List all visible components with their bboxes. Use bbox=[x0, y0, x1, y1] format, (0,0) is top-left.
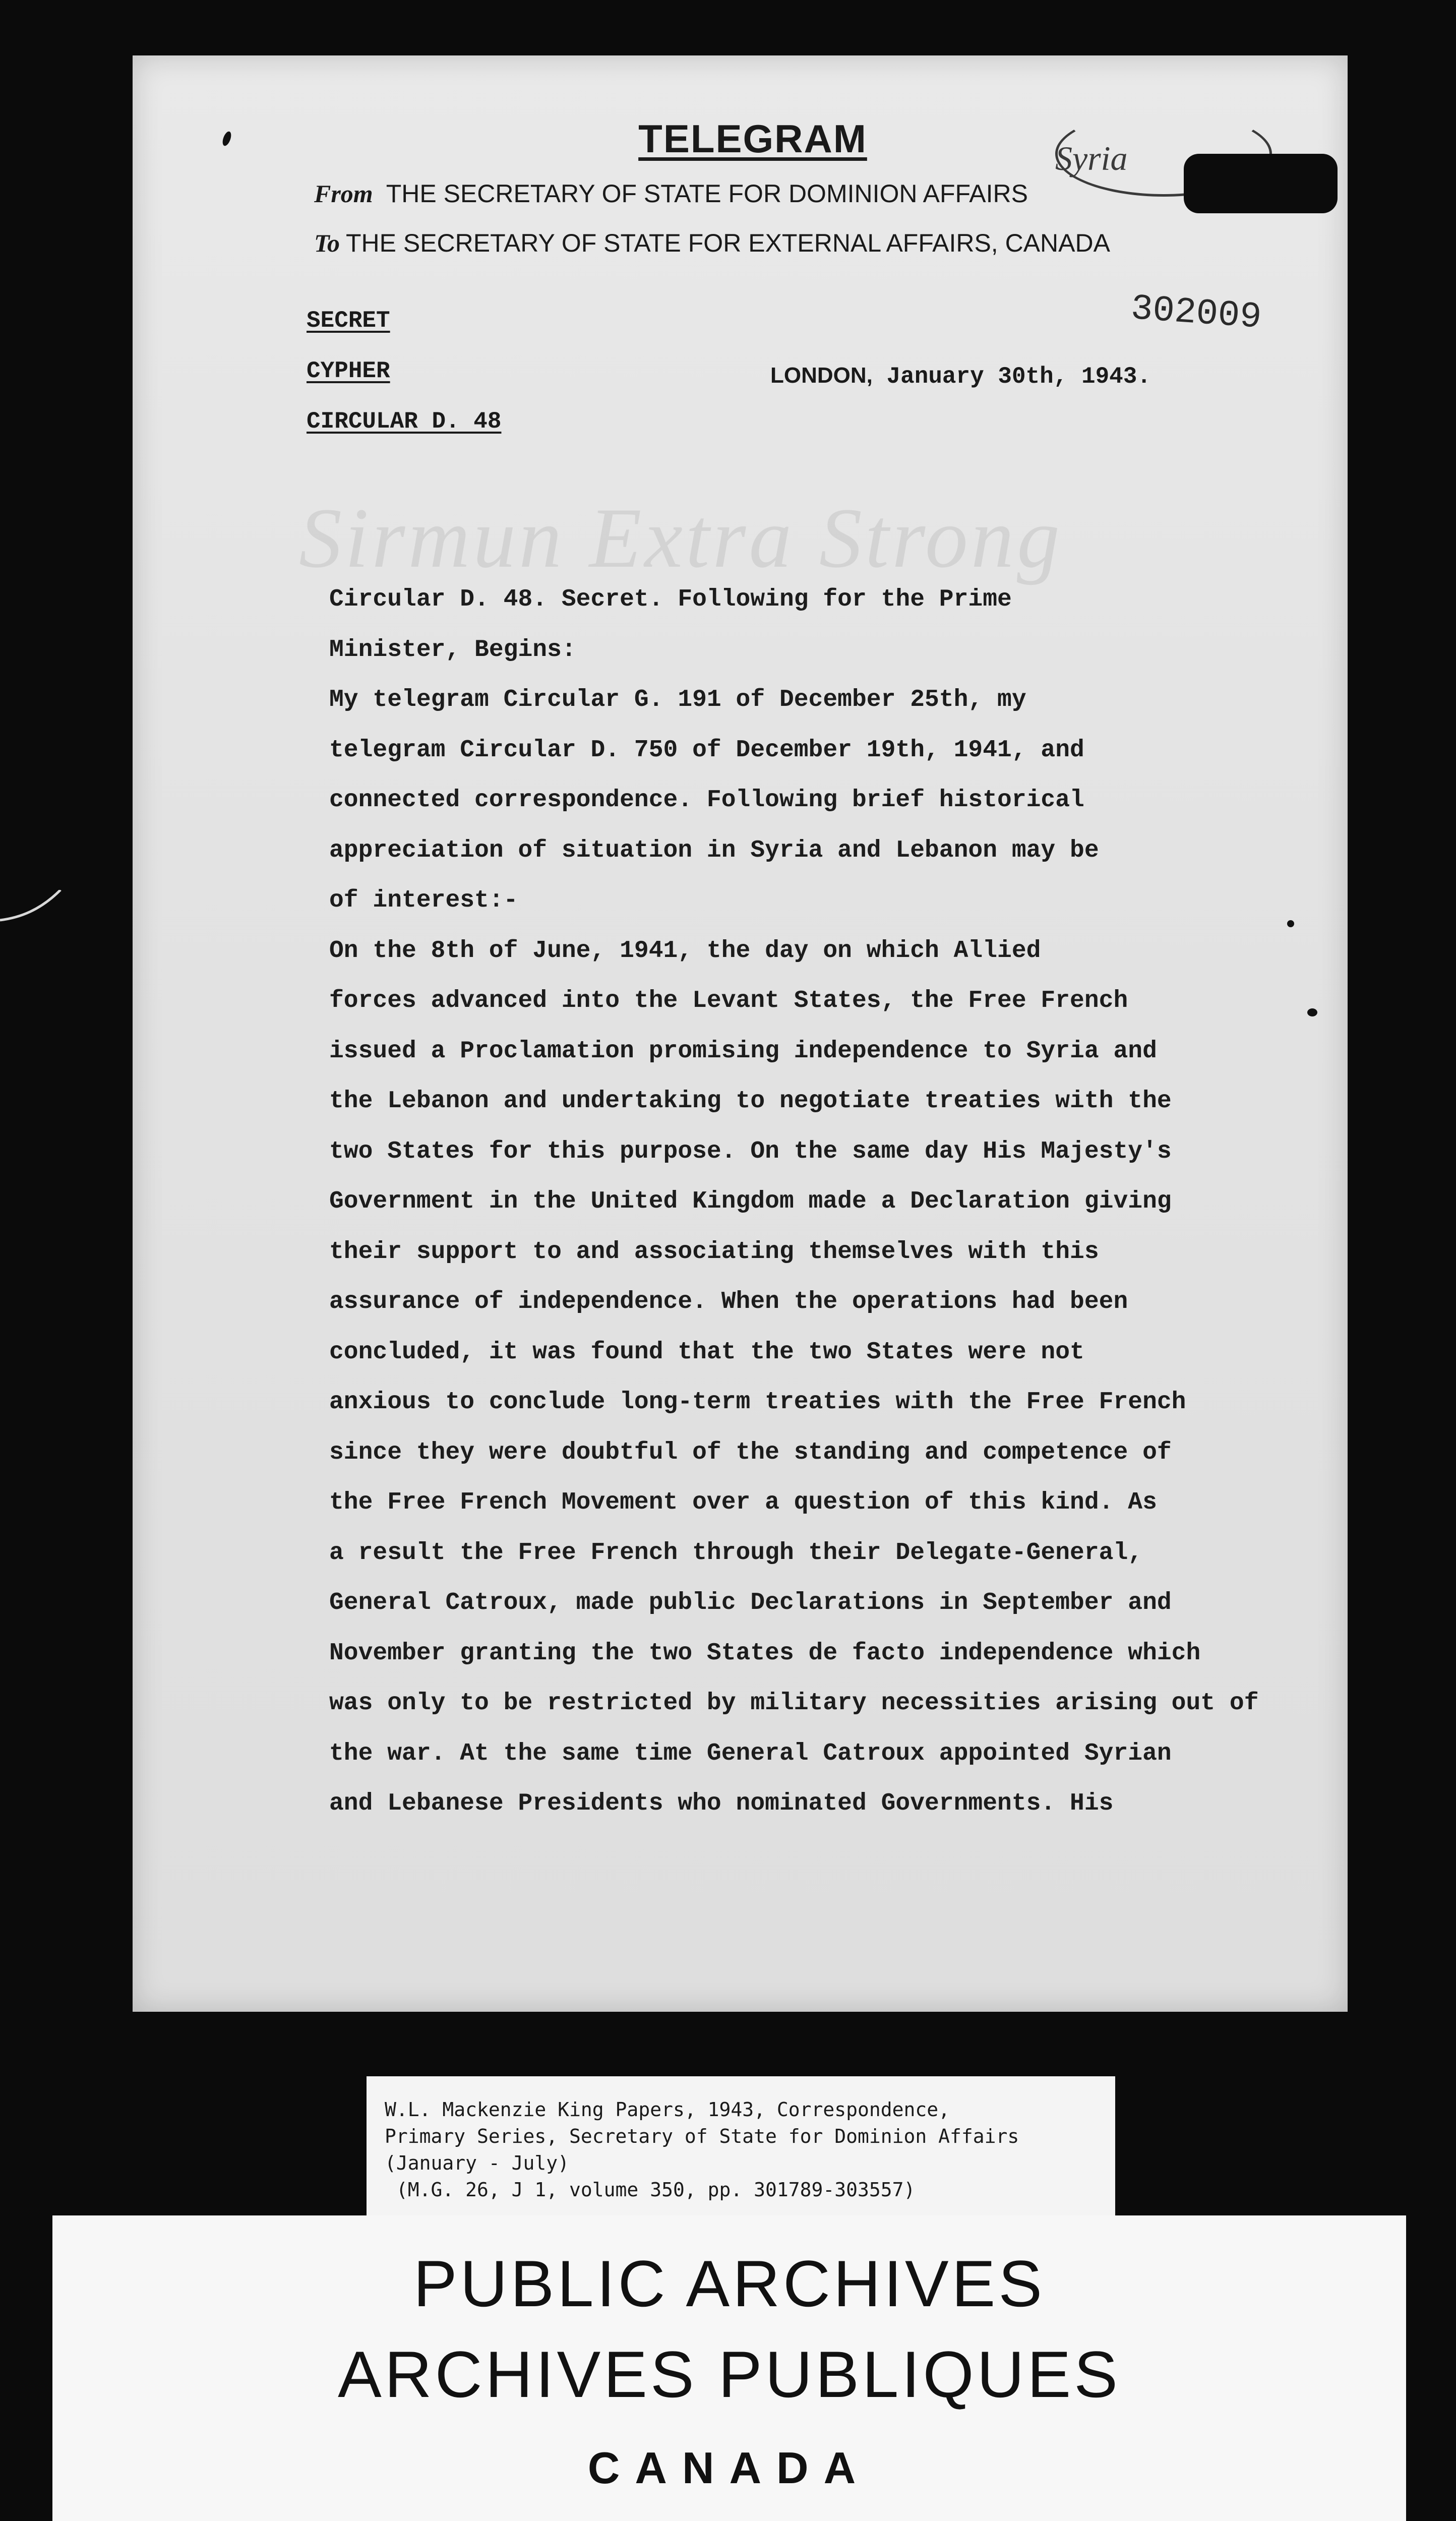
body-line: a result the Free French through their Delegate-General, bbox=[329, 1539, 1143, 1567]
archives-line-country: CANADA bbox=[587, 2443, 871, 2493]
body-line: November granting the two States de facto independence which bbox=[329, 1639, 1201, 1667]
ink-speck bbox=[1287, 920, 1294, 927]
to-line bbox=[314, 228, 1110, 258]
dateline-place: LONDON, bbox=[770, 363, 873, 388]
body-line: issued a Proclamation promising independence to Syria and bbox=[329, 1037, 1157, 1065]
citation-label bbox=[367, 2076, 1115, 2224]
body-line: anxious to conclude long-term treaties with the Free French bbox=[329, 1389, 1186, 1416]
citation-line: W.L. Mackenzie King Papers, 1943, Correspondence, bbox=[385, 2098, 950, 2121]
faint-stamp-watermark: Sirmun Extra Strong bbox=[299, 491, 1063, 585]
dateline bbox=[770, 363, 1151, 390]
body-line: General Catroux, made public Declarations in September and bbox=[329, 1589, 1172, 1616]
from-label: From bbox=[314, 179, 373, 208]
body-line: the Lebanon and undertaking to negotiate treaties with the bbox=[329, 1088, 1172, 1115]
body-line: of interest:- bbox=[329, 887, 518, 914]
handwritten-note: Syria bbox=[1055, 139, 1128, 177]
ink-speck bbox=[221, 131, 232, 147]
tag-circular: CIRCULAR D. 48 bbox=[307, 408, 502, 435]
body-line: and Lebanese Presidents who nominated Governments. His bbox=[329, 1790, 1114, 1817]
body-line: forces advanced into the Levant States, the Free French bbox=[329, 987, 1128, 1014]
body-line: On the 8th of June, 1941, the day on which Allied bbox=[329, 937, 1041, 965]
margin-scratch-mark bbox=[0, 890, 66, 925]
redaction-block bbox=[1184, 154, 1338, 213]
archives-line-english: PUBLIC ARCHIVES bbox=[413, 2247, 1046, 2320]
body-line: Government in the United Kingdom made a Declaration giving bbox=[329, 1188, 1172, 1215]
document-number: 302009 bbox=[1129, 288, 1263, 338]
telegram-body bbox=[329, 575, 1338, 1829]
from-text: THE SECRETARY OF STATE FOR DOMINION AFFAIRS bbox=[386, 179, 1028, 208]
citation-line: (M.G. 26, J 1, volume 350, pp. 301789-303557) bbox=[385, 2179, 916, 2201]
body-line: since they were doubtful of the standing and competence of bbox=[329, 1438, 1172, 1466]
body-line: connected correspondence. Following brief historical bbox=[329, 787, 1084, 814]
body-line: the war. At the same time General Catroux appointed Syrian bbox=[329, 1739, 1172, 1767]
body-line: appreciation of situation in Syria and Lebanon may be bbox=[329, 836, 1099, 864]
body-line: assurance of independence. When the operations had been bbox=[329, 1288, 1128, 1315]
to-text: THE SECRETARY OF STATE FOR EXTERNAL AFFAIRS, CANADA bbox=[345, 229, 1110, 257]
tag-secret: SECRET bbox=[307, 308, 390, 334]
body-line: their support to and associating themselves with this bbox=[329, 1238, 1099, 1266]
citation-line: (January - July) bbox=[385, 2152, 570, 2174]
body-line: telegram Circular D. 750 of December 19th, 1941, and bbox=[329, 736, 1084, 764]
body-line: was only to be restricted by military necessities arising out of bbox=[329, 1690, 1259, 1717]
body-line: the Free French Movement over a question of this kind. As bbox=[329, 1489, 1157, 1516]
body-line: My telegram Circular G. 191 of December 25th, my bbox=[329, 686, 1026, 713]
telegram-page bbox=[133, 55, 1348, 2012]
public-archives-label bbox=[52, 2215, 1406, 2521]
dateline-date: January 30th, 1943. bbox=[886, 364, 1151, 390]
citation-text bbox=[385, 2096, 1111, 2203]
telegram-title: TELEGRAM bbox=[638, 116, 867, 161]
ink-speck bbox=[1307, 1008, 1317, 1016]
from-line bbox=[314, 179, 1028, 208]
body-line: Minister, Begins: bbox=[329, 636, 576, 664]
body-line: Circular D. 48. Secret. Following for the Prime bbox=[329, 586, 1012, 613]
body-line: two States for this purpose. On the same day His Majesty's bbox=[329, 1137, 1172, 1165]
archives-line-french: ARCHIVES PUBLIQUES bbox=[338, 2337, 1121, 2411]
tag-cypher: CYPHER bbox=[307, 358, 390, 384]
citation-line: Primary Series, Secretary of State for Dominion Affairs bbox=[385, 2125, 1019, 2147]
to-label: To bbox=[314, 229, 340, 257]
body-line: concluded, it was found that the two States were not bbox=[329, 1338, 1084, 1366]
